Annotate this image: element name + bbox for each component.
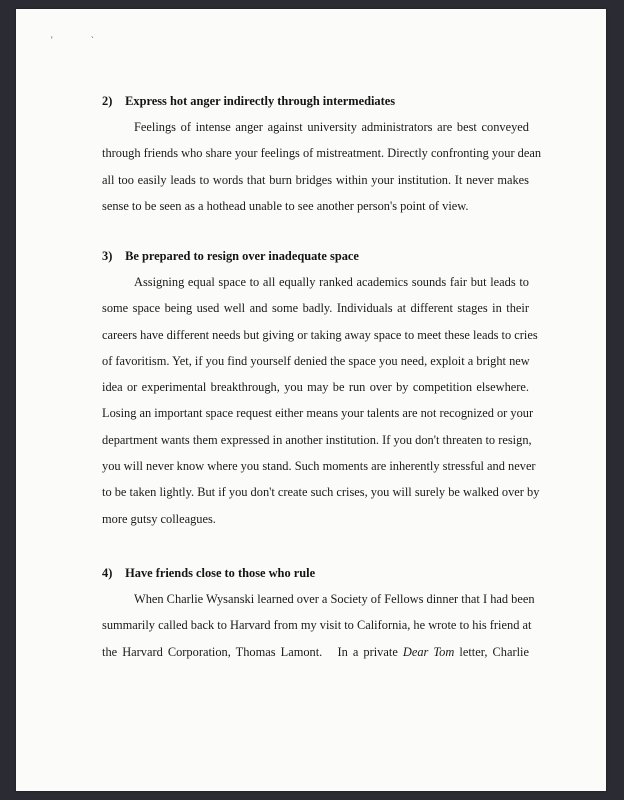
section-number: 3) [102,249,113,263]
section-3-paragraph [102,269,540,532]
paragraph-line: all too easily leads to words that burn bridges within your institution. It never makes [102,172,529,187]
stray-marks: ' ` [51,35,112,45]
paragraph-line: careers have different needs but giving or taking away space to meet these leads to cries [102,327,538,342]
section-title: Express hot anger indirectly through intermediates [125,94,396,108]
section-4-paragraph [102,586,535,665]
paragraph-line: Assigning equal space to all equally ranked academics sounds fair but leads to [134,275,529,289]
section-title: Have friends close to those who rule [125,566,316,580]
document-page [16,9,606,791]
paragraph-line [102,639,529,665]
section-3-heading [102,249,359,264]
paragraph-line: more gutsy colleagues. [102,511,216,526]
paragraph-line: idea or experimental breakthrough, you may be run over by competition elsewhere. [102,380,529,395]
section-2-paragraph [102,114,542,219]
section-4-heading [102,566,315,581]
section-number: 4) [102,566,113,580]
line-text-before: In a private [337,644,398,659]
paragraph-line: you will never know where you stand. Such moments are inherently stressful and never [102,459,536,474]
line-text-after: letter, Charlie [459,644,529,659]
paragraph-line: some space being used well and some badly. Individuals at different stages in their [102,301,529,316]
section-title: Be prepared to resign over inadequate space [125,249,359,263]
paragraph-line: When Charlie Wysanski learned over a Society of Fellows dinner that I had been [134,592,535,606]
paragraph-line: through friends who share your feelings of mistreatment. Directly confronting your dean [102,146,542,161]
line-text: the Harvard Corporation, Thomas Lamont. [102,644,323,659]
paragraph-line: summarily called back to Harvard from my visit to California, he wrote to his friend at [102,618,532,633]
section-number: 2) [102,94,113,108]
paragraph-line: to be taken lightly. But if you don't create such crises, you will surely be walked over by [102,485,540,500]
paragraph-line: department wants them expressed in another institution. If you don't threaten to resign, [102,432,532,447]
paragraph-line: of favoritism. Yet, if you find yourself denied the space you need, exploit a bright new [102,353,530,368]
italic-salutation: Dear Tom [402,644,455,659]
paragraph-line: sense to be seen as a hothead unable to see another person's point of view. [102,198,469,213]
paragraph-line: Losing an important space request either means your talents are not recognized or your [102,406,534,421]
paragraph-line: Feelings of intense anger against university administrators are best conveyed [134,120,529,134]
section-2-heading [102,94,395,109]
